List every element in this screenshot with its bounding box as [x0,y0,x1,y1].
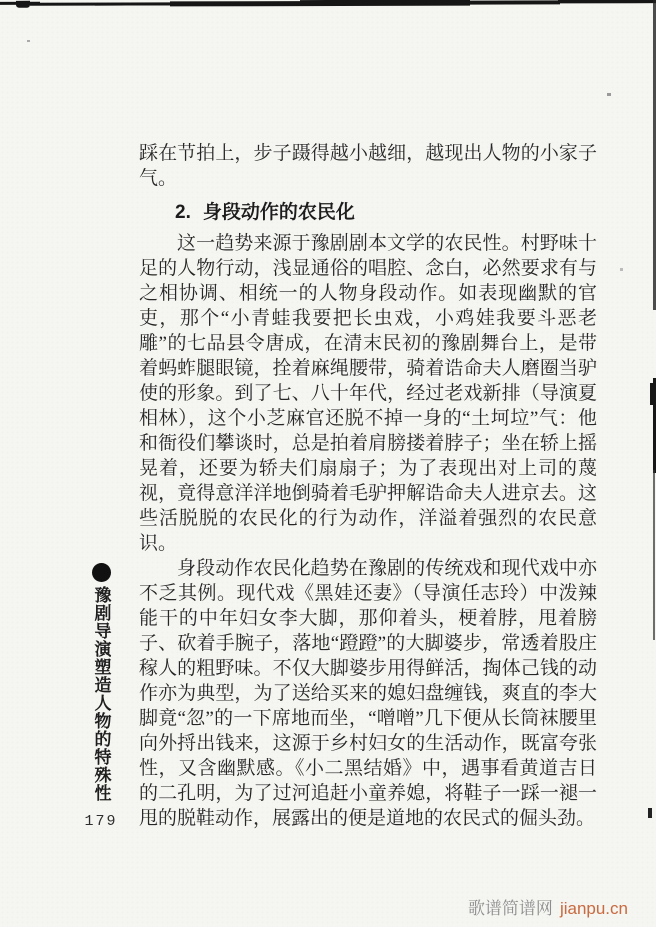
continuation-paragraph: 踩在节拍上，步子蹑得越小越细，越现出人物的小家子气。 [139,143,597,189]
scan-artifact-right-edge [650,383,656,405]
scan-artifact [300,0,470,6]
text-column [139,141,597,831]
watermark-site-url: jianpu.cn [559,899,628,918]
section-number: 2. [175,202,191,223]
scan-artifact-right-edge [653,470,655,640]
scan-speck [27,40,30,42]
scan-speck [607,93,611,96]
body-paragraph: 身段动作农民化趋势在豫剧的传统戏和现代戏中亦不乏其例。现代戏《黑娃还妻》（导演任志玲）中泼辣能干的中年妇女李大脚，那仰着头，梗着脖，甩着膀子、砍着手腕子，落地“蹬蹬”的大脚婆步，常透着股庄稼人的粗野味。不仅大脚婆步用得鲜活，掏体己钱的动作亦为典型，为了送给买来的媳妇盘缠钱，爽直的李大脚竟“忽”的一下席地而坐，“噌噌”几下便从长筒袜腰里向外捋出钱来，这源于乡村妇女的生活动作，既富夸张性，又含幽默感。《小二黑结婚》中，遇事看黄道吉日的二孔明，为了过河追赶小童养媳，将鞋子一踩一褪一甩的脱鞋动作，展露出的便是道地的农民式的倔头劲。 [139,558,597,829]
page-number: 179 [84,813,118,830]
scan-artifact [16,1,30,8]
watermark [468,894,628,919]
scan-artifact-right-edge [648,808,652,818]
bullet-marker-icon [92,563,111,582]
scan-artifact [468,0,560,4]
section-title: 身段动作的农民化 [202,202,355,223]
book-title-vertical: 豫剧导演塑造人物的特殊性 [91,586,111,802]
sidebar [84,563,118,830]
body-paragraph: 这一趋势来源于豫剧剧本文学的农民性。村野味十足的人物行动，浅显通俗的唱腔、念白，必然要求有与之相协调、相统一的人物身段动作。如表现幽默的官吏，那个“小青蛙我要把长虫戏，小鸡娃我要斗恶老雕”的七品县令唐成，在清末民初的豫剧舞台上，是带着蚂蚱腿眼镜，拴着麻绳腰带，骑着诰命夫人磨圈当驴使的形象。到了七、八十年代，经过老戏新排（导演夏相林），这个小芝麻官还脱不掉一身的“土坷垃”气：他和衙役们攀谈时，总是拍着肩膀搂着脖子；坐在轿上摇晃着，还要为轿夫们扇扇子；为了表现出对上司的蔑视，竟得意洋洋地倒骑着毛驴押解诰命夫人进京去。这些活脱脱的农民化的行为动作，洋溢着强烈的农民意识。 [139,233,597,554]
watermark-site-name: 歌谱简谱网 [467,899,553,918]
scan-artifact [558,0,656,3]
scan-artifact-top-edge [0,0,656,11]
scan-artifact [170,1,300,6]
scan-speck [620,268,623,271]
section-heading [139,200,597,225]
scan-artifact [95,3,175,5]
